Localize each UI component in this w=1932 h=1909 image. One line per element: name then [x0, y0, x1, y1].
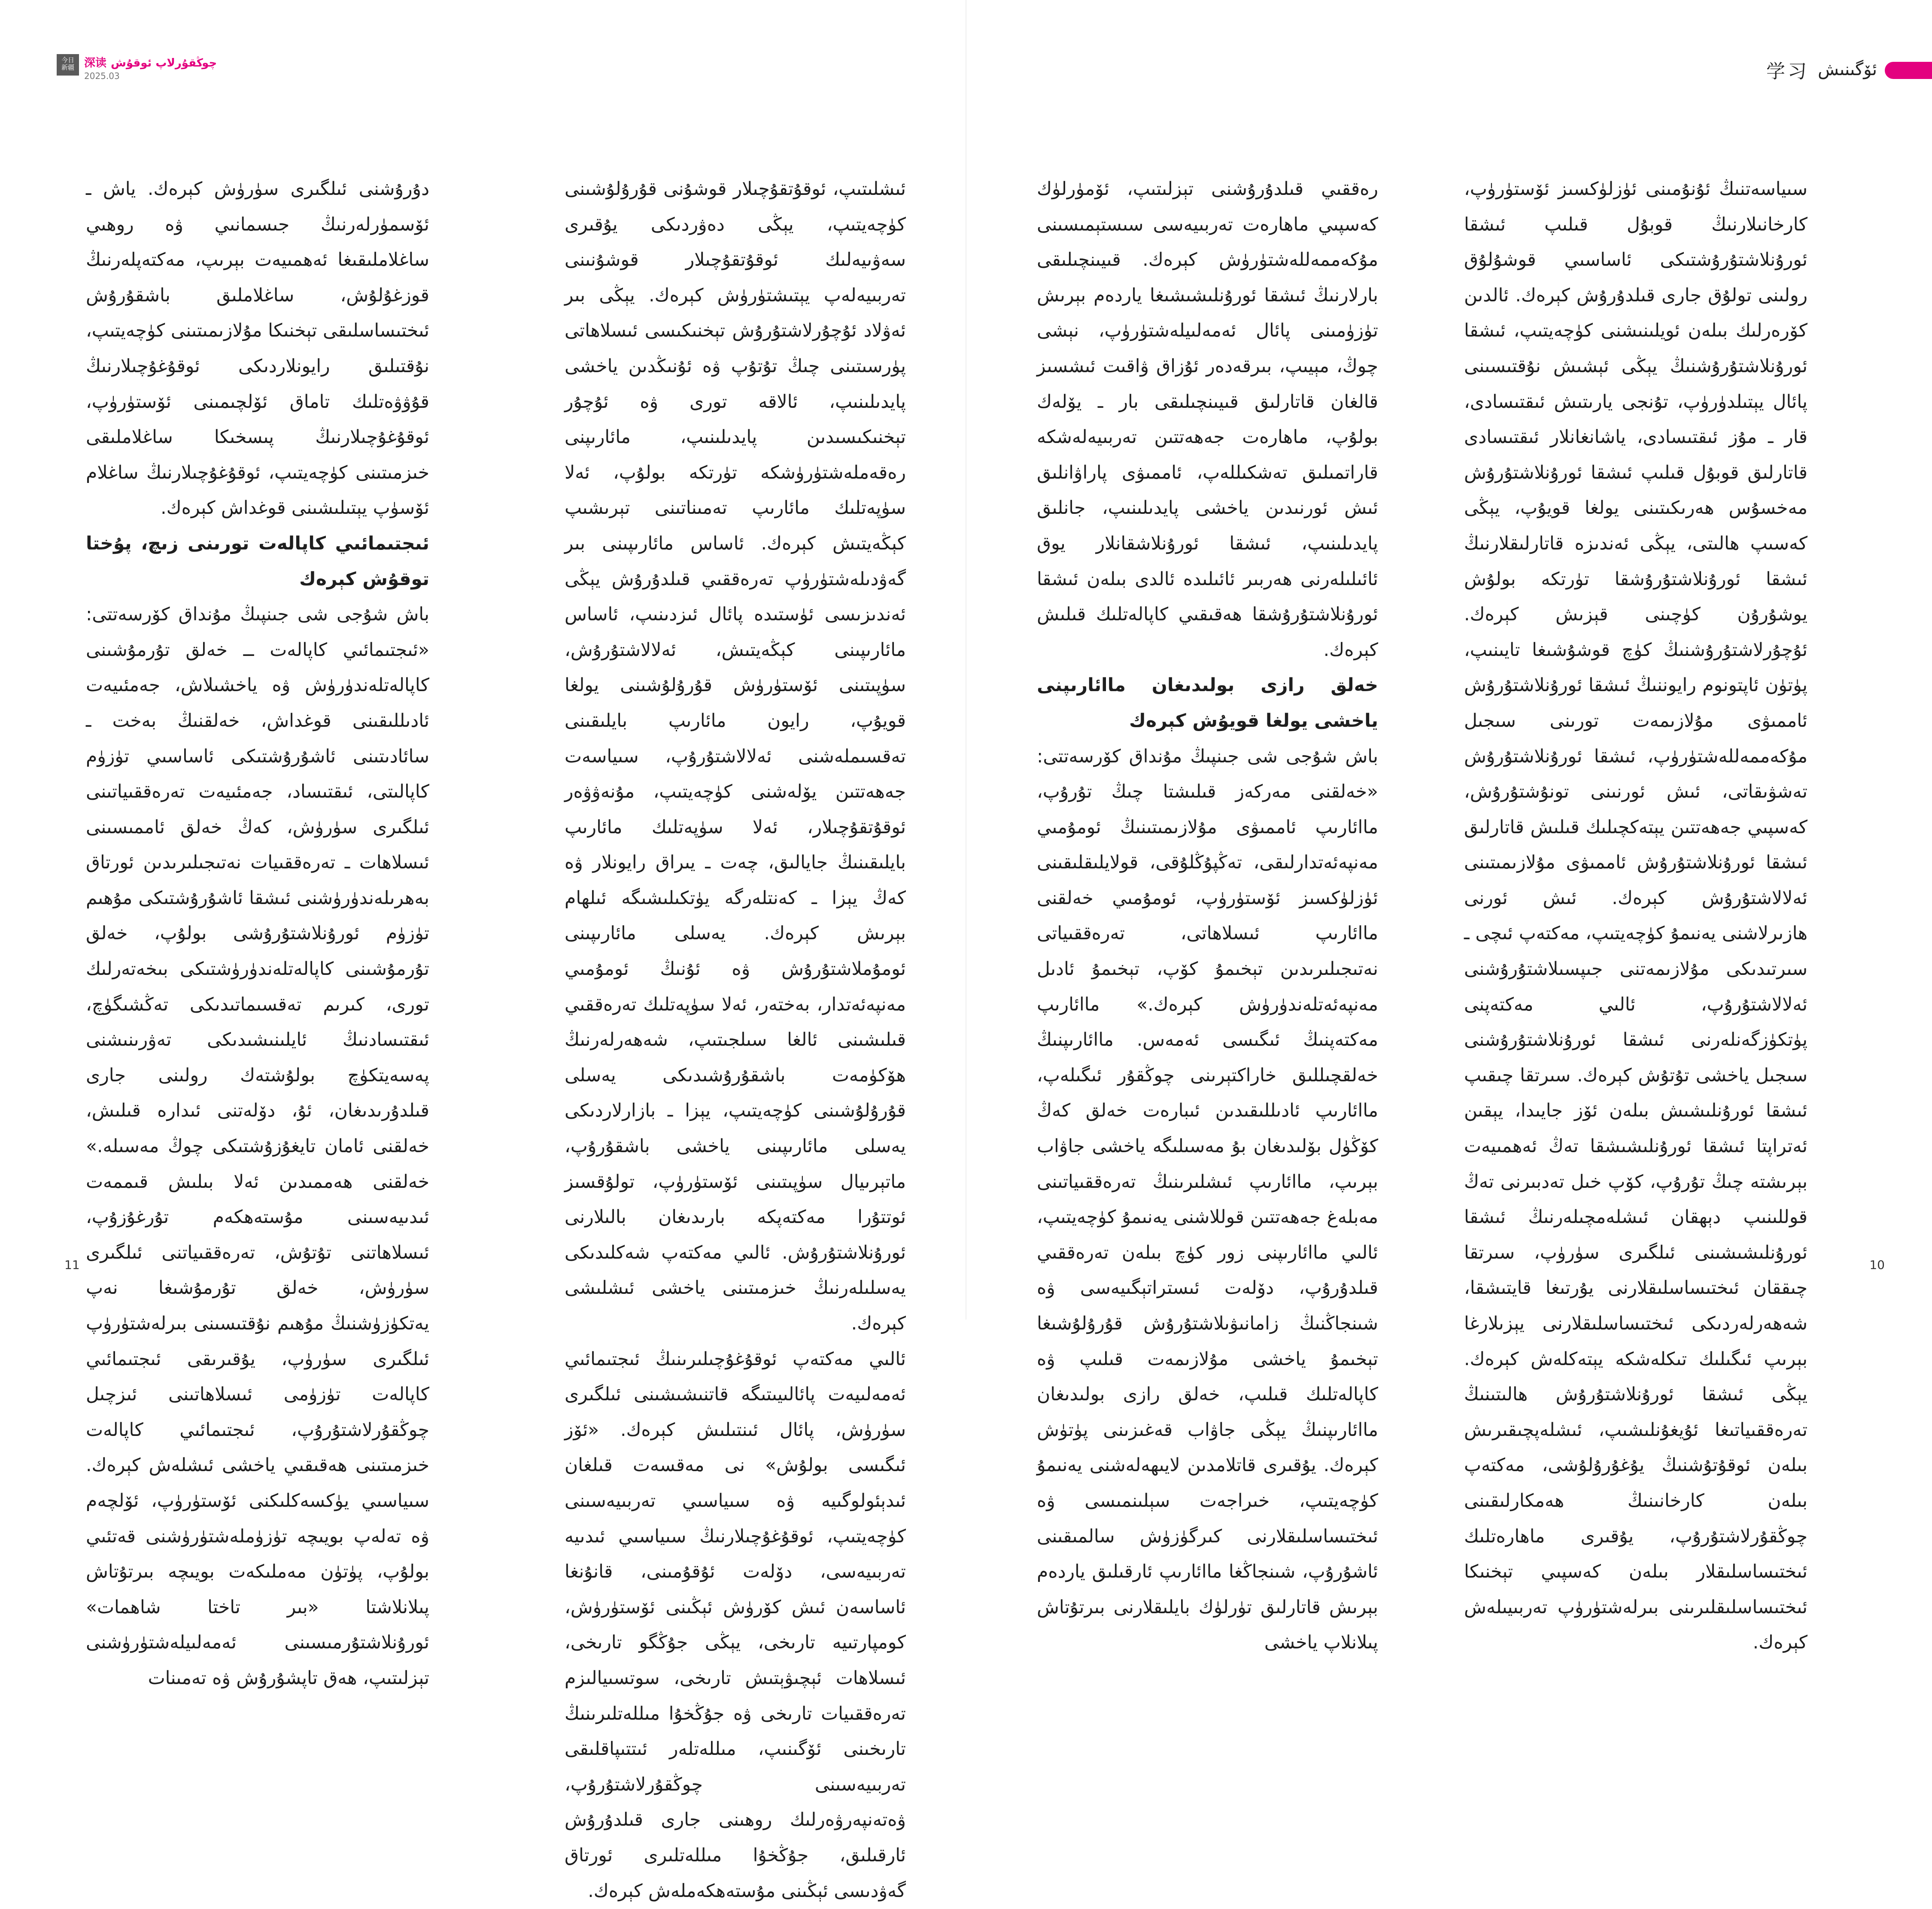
right-page — [966, 0, 1932, 1654]
paragraph: ئىشلىتىپ، ئوقۇتقۇچىلار قوشۇنى قۇرۇلۇشىنى كۈچەيتىپ، يېڭى دەۋردىكى يۇقىرى سەۋىيەلىك ئوقۇتقۇچىلار قوشۇنىنى تەربىيەلەپ يېتىشتۈرۈش كېرەك. يېڭى بىر ئەۋلاد ئۇچۇرلاشتۇرۇش تېخنىكىسى ئىسلاھاتى پۈرسىتىنى چىڭ تۇتۇپ ۋە ئۇنىڭدىن ياخشى پايدىلىنىپ، ئالاقە تورى ۋە ئۇچۇر تېخنىكىسىدىن پايدىلىنىپ، مائارىپنى رەقەملەشتۈرۈشكە تۈرتكە بولۇپ، ئەلا سۈپەتلىك مائارىپ تەمىناتىنى تېرىشىپ كېڭەيتىش كېرەك. ئاساس مائارىپىنى بىر گەۋدىلەشتۈرۈپ تەرەققىي قىلدۇرۇش يېڭى ئەندىزىسى ئۈستىدە پائال ئىزدىنىپ، ئاساس مائارىپىنى كېڭەيتىش، ئەلالاشتۇرۇش، سۈپىتىنى ئۆستۈرۈش قۇرۇلۇشىنى يولغا قويۇپ، رايون مائارىپ بايلىقىنى تەقسىملەشنى ئەلالاشتۇرۇپ، سىياسەت جەھەتتىن يۆلەشنى كۈچەيتىپ، مۇنەۋۋەر ئوقۇتقۇچىلار، ئەلا سۈپەتلىك مائارىپ بايلىقىنىڭ جايالىق، چەت ـ يىراق رايونلار ۋە كەڭ يېزا ـ كەنتلەرگە يۈتكىلىشىگە ئىلھام بېرىش كېرەك. يەسلى مائارىپىنى ئومۇملاشتۇرۇش ۋە ئۇنىڭ ئومۇمىي مەنپەئەتدار، بەختەر، ئەلا سۈپەتلىك تەرەققىي قىلىشىنى ئالغا سىلجىتىپ، شەھەرلەرنىڭ ھۆكۈمەت باشقۇرۇشىدىكى يەسلى قۇرۇلۇشىنى كۈچەيتىپ، يېزا ـ بازارلاردىكى يەسلى مائارىپىنى ياخشى باشقۇرۇپ، ماتېرىيال سۈپىتىنى ئۆستۈرۈپ، تولۇقسىز ئوتتۇرا مەكتەپكە بارىدىغان بالىلارنى ئورۇنلاشتۇرۇش. ئالىي مەكتەپ شەكلىدىكى يەسلىلەرنىڭ خىزمىتىنى ياخشى ئىشلىشى كېرەك. — [565, 179, 906, 1334]
right-page-column-1 — [1464, 172, 1807, 1654]
masthead — [57, 54, 217, 81]
paragraph: رەققىي قىلدۇرۇشنى تېزلىتىپ، ئۆمۈرلۈك كەسپىي ماھارەت تەربىيەسى سىستېمىسىنى مۇكەممەللەشتۈرۈش كېرەك. قىيىنچىلىقى بارلارنىڭ ئىشقا ئورۇنلىشىشىغا ياردەم بېرىش تۈزۈمىنى پائال ئەمەلىيلەشتۈرۈپ، نېشى چوڭ، مېيىپ، بىرقەدەر ئۇزاق ۋاقىت ئىشسىز قالغان قاتارلىق قىيىنچىلىقى بار ـ يۆلەك بولۇپ، ماھارەت جەھەتتىن تەربىيەلەشكە قاراتمىلىق تەشكىللەپ، ئاممىۋى پاراۋانلىق ئىش ئورنىدىن ياخشى پايدىلىنىپ، جانلىق پايدىلىنىپ، ئىشقا ئورۇنلاشقانلار يوق ئائىلىلەرنى ھەربىر ئائىلىدە ئالدى بىلەن ئىشقا ئورۇنلاشتۇرۇشقا ھەقىقىي كاپالەتلىك قىلىش كېرەك. — [1037, 179, 1378, 661]
masthead-section — [84, 54, 217, 70]
section-heading: ئىجتىمائىي كاپالەت تورىنى زىچ، پۇختا توقۇش كېرەك — [86, 533, 429, 590]
paragraph: ئالىي مەكتەپ ئوقۇغۇچىلىرىنىڭ ئىجتىمائىي ئەمەلىيەت پائالىيىتىگە قاتنىشىشىنى ئىلگىرى سۈرۈش، پائال ئىنتىلىش كېرەك. «ئۆز ئىگىسى بولۇش» نى مەقسەت قىلغان ئىدېئولوگىيە ۋە سىياسىي تەربىيەسىنى كۈچەيتىپ، ئوقۇغۇچىلارنىڭ سىياسىي ئىدىيە تەربىيەسى، دۆلەت ئۇقۇمىنى، قانۇنغا ئاساسەن ئىش كۆرۈش ئېڭىنى ئۆستۈرۈش، كومپارتىيە تارىخى، يېڭى جۇڭگو تارىخى، ئىسلاھات ئېچىۋېتىش تارىخى، سوتسىيالىزم تەرەققىيات تارىخى ۋە جۇڭخۇا مىللەتلىرىنىڭ تارىخىنى ئۆگىنىپ، مىللەتلەر ئىتتىپاقلىقى تەربىيەسىنى چوڭقۇرلاشتۇرۇپ، ۋەتەنپەرۋەرلىك روھىنى جارى قىلدۇرۇش ئارقىلىق، جۇڭخۇا مىللەتلىرى ئورتاق گەۋدىسى ئېڭىنى مۇستەھكەملەش كېرەك. — [565, 1348, 906, 1902]
right-page-column-2 — [1037, 172, 1378, 1654]
section-title-ug: ئۆگىنىش — [1817, 60, 1877, 79]
page-number: 10 — [1869, 1258, 1885, 1272]
left-page — [0, 0, 966, 1902]
section-heading: خەلق رازى بولىدىغان ماائارىپنى ياخشى يولغا قويۇش كېرەك — [1037, 675, 1378, 731]
paragraph: سىياسەتنىڭ ئۇنۇمىنى ئۈزلۈكسىز ئۆستۈرۈپ، كارخانىلارنىڭ قوبۇل قىلىپ ئىشقا ئورۇنلاشتۇرۇشتىكى ئاساسىي قوشۇلۇق رولىنى تولۇق جارى قىلدۇرۇش كېرەك. ئالدىن كۆرەرلىك بىلەن ئويلىنىشنى كۈچەيتىپ، ئىشقا ئورۇنلاشتۇرۇشنىڭ يېڭى ئېشىش نۇقتىسىنى پائال يېتىلدۈرۈپ، تۇنجى يارىتىش ئىقتىسادى، قار ـ مۇز ئىقتىسادى، ياشانغانلار ئىقتىسادى قاتارلىق قوبۇل قىلىپ ئىشقا ئورۇنلاشتۇرۇش مەخسۇس ھەرىكىتىنى يولغا قويۇپ، يېڭى كەسىپ ھالىتى، يېڭى ئەندىزە قاتارلىقلارنىڭ ئىشقا ئورۇنلاشتۇرۇشقا تۈرتكە بولۇش يوشۇرۇن كۈچىنى قېزىش كېرەك. ئۇچۇرلاشتۇرۇشنىڭ كۈچ قوشۇشىغا تايىنىپ، پۈتۈن ئاپتونوم رايوننىڭ ئىشقا ئورۇنلاشتۇرۇش ئاممىۋى مۇلازىمەت تورىنى سىجىل مۇكەممەللەشتۈرۈپ، ئىشقا ئورۇنلاشتۇرۇش تەشۋىقاتى، ئىش ئورنىنى تونۇشتۇرۇش، كەسپىي جەھەتتىن يېتەكچىلىك قىلىش قاتارلىق ئىشقا ئورۇنلاشتۇرۇش ئاممىۋى مۇلازىمىتىنى ئەلالاشتۇرۇش كېرەك. ئىش ئورنى ھازىرلاشنى يەنىمۇ كۈچەيتىپ، مەكتەپ ئىچى ـ سىرتىدىكى مۇلازىمەتنى جىپسىلاشتۇرۇشنى ئەلالاشتۇرۇپ، ئالىي مەكتەپنى پۈتكۈزگەنلەرنى ئىشقا ئورۇنلاشتۇرۇشنى سىجىل ياخشى تۇتۇش كېرەك. سىرتقا چىقىپ ئىشقا ئورۇنلىشىش بىلەن ئۆز جايىدا، يېقىن ئەتراپتا ئىشقا ئورۇنلىشىشقا تەڭ ئەھمىيەت بېرىشتە چىڭ تۇرۇپ، كۆپ خىل تەدبىرنى تەڭ قوللىنىپ دېھقان ئىشلەمچىلەرنىڭ ئىشقا ئورۇنلىشىشىنى ئىلگىرى سۈرۈپ، سىرتقا چىققان ئىختىساسلىقلارنى يۇرتىغا قايتىشقا، شەھەرلەردىكى ئىختىساسلىقلارنى يېزىلارغا بېرىپ ئىگىلىك تىكلەشكە يېتەكلەش كېرەك. يېڭى ئىشقا ئورۇنلاشتۇرۇش ھالىتىنىڭ تەرەققىياتىغا ئۇيغۇنلىشىپ، ئىشلەپچىقىرىش بىلەن ئوقۇتۇشنىڭ يۇغۇرۇلۇشى، مەكتەپ بىلەن كارخانىنىڭ ھەمكارلىقىنى چوڭقۇرلاشتۇرۇپ، يۇقىرى ماھارەتلىك ئىختىساسلىقلار بىلەن كەسپىي تېخنىكا ئىختىساسلىقلىرىنى بىرلەشتۈرۈپ تەربىيىلەش كېرەك. — [1464, 179, 1807, 1654]
section-title-cn: 深读 — [84, 57, 107, 70]
left-page-column-1 — [565, 172, 906, 1902]
paragraph: دۇرۇشنى ئىلگىرى سۈرۈش كېرەك. ياش ـ ئۆسمۈرلەرنىڭ جىسمانىي ۋە روھىي ساغلاملىقىغا ئەھمىيەت بېرىپ، مەكتەپلەرنىڭ قوزغۇلۇش، ساغلاملىق باشقۇرۇش ئىختىساسلىقى تېخنىكا مۇلازىمىتىنى كۈچەيتىپ، نۇقتىلىق رايونلاردىكى ئوقۇغۇچىلارنىڭ قۇۋۋەتلىك تاماق ئۆلچىمىنى ئۆستۈرۈپ، ئوقۇغۇچىلارنىڭ پىسخىكا ساغلاملىقى خىزمىتىنى كۈچەيتىپ، ئوقۇغۇچىلارنىڭ ساغلام ئۆسۈپ يېتىلىشىنى قوغداش كېرەك. — [86, 179, 429, 519]
section-tab-marker — [1885, 62, 1932, 79]
masthead-info — [84, 54, 217, 81]
section-title-cn: 学习 — [1766, 61, 1809, 82]
paragraph: باش شۇجى شى جىنپىڭ مۇنداق كۆرسەتتى: «ئىجتىمائىي كاپالەت ــ خەلق تۇرمۇشىنى كاپالەتلەندۈرۈش ۋە ياخشىلاش، جەمئىيەت ئادىللىقىنى قوغداش، خەلقنىڭ بەخت ـ سائادىتىنى ئاشۇرۇشتىكى ئاساسىي تۈزۈم كاپالىتى، ئىقتىساد، جەمئىيەت تەرەققىياتىنى ئىلگىرى سۈرۈش، كەڭ خەلق ئاممىسىنى ئىسلاھات ـ تەرەققىيات نەتىجىلىرىدىن ئورتاق بەھرىلەندۈرۈشنى ئىشقا ئاشۇرۇشتىكى مۇھىم تۈزۈم ئورۇنلاشتۇرۇشى بولۇپ، خەلق تۇرمۇشىنى كاپالەتلەندۈرۈشتىكى بىخەتەرلىك تورى، كىرىم تەقسىماتىدىكى تەڭشىگۈچ، ئىقتىسادنىڭ ئايلىنىشىدىكى تەۋرىنىشنى پەسەيتكۈچ بولۇشتەك رولىنى جارى قىلدۇرىدىغان، ئۇ، دۆلەتنى ئىدارە قىلىش، خەلقنى ئامان تايغۇزۇشتىكى چوڭ مەسىلە.» خەلقنى ھەممىدىن ئەلا بىلىش قىممەت ئىدىيەسىنى مۇستەھكەم تۇرغۇزۇپ، ئىسلاھاتنى تۇتۇش، تەرەققىياتنى ئىلگىرى سۈرۈش، خەلق تۇرمۇشىغا نەپ يەتكۈزۈشنىڭ مۇھىم نۇقتىسىنى بىرلەشتۈرۈپ ئىلگىرى سۈرۈپ، يۇقىرىقى ئىجتىمائىي كاپالەت تۈزۈمى ئىسلاھاتىنى ئىزچىل چوڭقۇرلاشتۇرۇپ، ئىجتىمائىي كاپالەت خىزمىتىنى ھەقىقىي ياخشى ئىشلەش كېرەك. سىياسىي يۈكسەكلىكنى ئۆستۈرۈپ، ئۆلچەم ۋە تەلەپ بويىچە تۈزۈملەشتۈرۈشنى قەتئىي بولۇپ، پۈتۈن مەملىكەت بويىچە بىرتۇتاش پىلانلاشتا «بىر تاختا شاھمات» ئورۇنلاشتۇرمىسىنى ئەمەلىيلەشتۈرۈشنى تېزلىتىپ، ھەق تاپشۇرۇش ۋە تەمىنات — [86, 604, 429, 1689]
page-number: 11 — [64, 1258, 80, 1272]
paragraph: باش شۇجى شى جىنپىڭ مۇنداق كۆرسەتتى: «خەلقنى مەركەز قىلىشتا چىڭ تۇرۇپ، ماائارىپ ئاممىۋى مۇلازىمىتىنىڭ ئومۇمىي مەنپەئەتدارلىقى، تەڭپۇڭلۇقى، قولايلىقلىقىنى ئۈزلۈكسىز ئۆستۈرۈپ، ئومۇمىي خەلقنى ماائارىپ ئىسلاھاتى، تەرەققىياتى نەتىجىلىرىدىن تېخىمۇ كۆپ، تېخىمۇ ئادىل مەنپەئەتلەندۈرۈش كېرەك.» ماائارىپ مەكتەپنىڭ ئىگىسى ئەمەس. ماائارىپنىڭ خەلقچىللىق خاراكتېرىنى چوڭقۇر ئىگىلەپ، ماائارىپ ئادىللىقىدىن ئىبارەت خەلق كەڭ كۆڭۈل بۆلىدىغان بۇ مەسىلىگە ياخشى جاۋاب بېرىپ، ماائارىپ ئىشلىرىنىڭ تەرەققىياتىنى مەبلەغ جەھەتتىن قوللاشنى يەنىمۇ كۈچەيتىپ، ئالىي ماائارىپنى زور كۈچ بىلەن تەرەققىي قىلدۇرۇپ، دۆلەت ئىستراتېگىيەسى ۋە شىنجاڭنىڭ زامانىۋىلاشتۇرۇش قۇرۇلۇشىغا تېخىمۇ ياخشى مۇلازىمەت قىلىپ ۋە كاپالەتلىك قىلىپ، خەلق رازى بولىدىغان ماائارىپنىڭ يېڭى جاۋاب قەغىزىنى پۈتۈش كېرەك. يۇقىرى قاتلامدىن لايىھەلەشنى يەنىمۇ كۈچەيتىپ، خىراجەت سېلىنمىسى ۋە ئىختىساسلىقلارنى كىرگۈزۈش سالمىقىنى ئاشۇرۇپ، شىنجاڭغا ماائارىپ ئارقىلىق ياردەم بېرىش قاتارلىق تۈرلۈك بايلىقلارنى بىرتۇتاش پىلانلاپ ياخشى — [1037, 746, 1378, 1654]
magazine-logo: 今日 新疆 — [57, 54, 79, 76]
section-header — [1766, 56, 1877, 83]
section-title-ug: چوڭقۇرلاپ ئوقۇش — [111, 57, 217, 70]
left-page-column-2 — [86, 172, 429, 1689]
issue-date: 2025.03 — [84, 71, 120, 81]
